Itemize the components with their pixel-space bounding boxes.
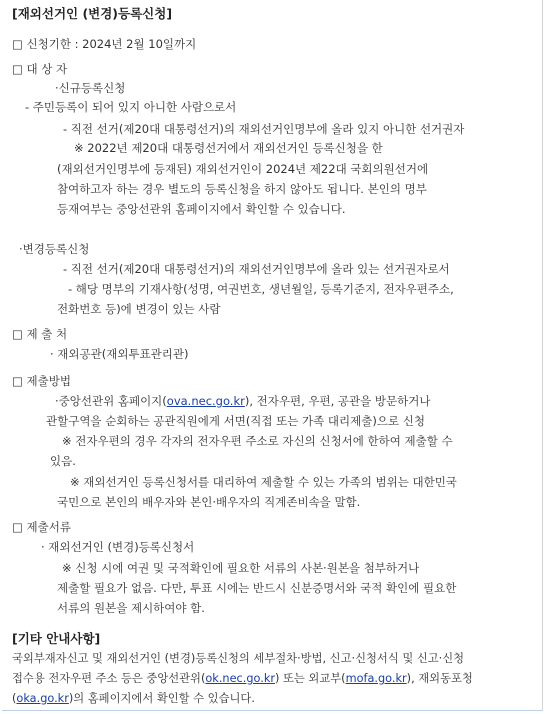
change-registration-title: ·변경등록신청: [19, 242, 90, 256]
new-registration-subcondition: - 직전 선거(제20대 대통령선거)의 재외선거인명부에 올라 있지 아니한 선거권자: [63, 122, 465, 136]
submit-to-item: · 재외공관(재외투표관리관): [50, 347, 189, 361]
method-title: 제출방법: [26, 374, 71, 388]
change-registration-subcondition: - 해당 명부의 기재사항(성명, 여권번호, 생년월일, 등록기준지, 전자우편주소,: [68, 282, 454, 296]
target-heading: [12, 61, 67, 77]
method-note-2: 국민으로 본인의 배우자와 본인·배우자의 직계존비속을 말함.: [57, 495, 361, 509]
method-note-2: ※ 재외선거인 등록신청서를 대리하여 제출할 수 있는 가족의 범위는 대한민국: [70, 475, 457, 489]
method-heading: [12, 373, 71, 389]
method-note-1: 있음.: [50, 454, 76, 468]
mofa-link[interactable]: mofa.go.kr: [345, 672, 407, 685]
other-text: 접수용 전자우편 주소 등은 중앙선관위(: [12, 672, 206, 685]
documents-note-line: ※ 신청 시에 여권 및 국적확인에 필요한 서류의 사본·원본을 첨부하거나: [62, 561, 420, 575]
method-note-1: ※ 전자우편의 경우 각자의 전자우편 주소로 자신의 신청서에 한하여 제출할 수: [62, 434, 453, 448]
submit-to-heading: [12, 326, 67, 342]
target-note-line: 참여하고자 하는 경우 별도의 등록신청을 하지 않아도 됩니다. 본인의 명부: [57, 182, 427, 196]
documents-note-line: 서류의 원본을 제시하여야 함.: [57, 601, 205, 615]
square-bullet-icon: □: [12, 520, 23, 534]
method-line-2: 관할구역을 순회하는 공관직원에게 서면(직접 또는 가족 대리제출)으로 신청: [46, 414, 425, 428]
new-registration-condition: - 주민등록이 되어 있지 아니한 사람으로서: [25, 100, 237, 114]
other-text: ), 재외동포청: [406, 672, 473, 685]
other-text: ) 또는 외교부(: [275, 672, 346, 685]
other-text: (: [12, 692, 17, 705]
target-title: 대 상 자: [26, 62, 68, 76]
method-text: ·중앙선관위 홈페이지(: [55, 394, 167, 408]
documents-title: 제출서류: [26, 520, 71, 534]
deadline-line: [12, 36, 196, 52]
page-title: [재외선거인 (변경)등록신청]: [12, 6, 173, 21]
other-info-title: [기타 안내사항]: [12, 631, 101, 646]
target-note-line: (재외선거인명부에 등재된) 재외선거인이 2024년 제22대 국회의원선거에: [57, 162, 429, 176]
nec-ok-link[interactable]: ok.nec.go.kr: [205, 672, 276, 685]
documents-heading: [12, 519, 71, 535]
documents-note-line: 제출할 필요가 없음. 다만, 투표 시에는 반드시 신분증명서와 국적 확인에 필요한: [57, 581, 457, 595]
target-note-line: ※ 2022년 제20대 대통령선거에서 재외선거인 등록신청을 한: [74, 141, 383, 155]
deadline-text: 신청기한 : 2024년 2월 10일까지: [26, 37, 197, 51]
documents-item: · 재외선거인 (변경)등록신청서: [41, 540, 195, 554]
target-note-line: 등재여부는 중앙선관위 홈페이지에서 확인할 수 있습니다.: [57, 202, 346, 216]
other-info-line-1: 국외부재자신고 및 재외선거인 (변경)등록신청의 세부절차·방법, 신고·신청서식 및 신고·신청: [12, 652, 465, 665]
other-info-line-3: [12, 691, 255, 707]
square-bullet-icon: □: [12, 37, 23, 51]
submit-to-title: 제 출 처: [26, 327, 68, 341]
square-bullet-icon: □: [12, 62, 23, 76]
other-text: )의 홈페이지에서 확인할 수 있습니다.: [68, 692, 255, 705]
new-registration-title: ·신규등록신청: [55, 81, 126, 95]
square-bullet-icon: □: [12, 327, 23, 341]
change-registration-condition: - 직전 선거(제20대 대통령선거)의 재외선거인명부에 올라 있는 선거권자로서: [63, 262, 450, 276]
nec-ova-link[interactable]: ova.nec.go.kr: [166, 394, 245, 408]
method-text: ), 전자우편, 우편, 공관을 방문하거나: [244, 394, 431, 408]
method-line-1: [55, 393, 430, 409]
square-bullet-icon: □: [12, 374, 23, 388]
change-registration-subcondition: 전화번호 등)에 변경이 있는 사람: [57, 302, 221, 316]
other-info-line-2: [12, 671, 473, 687]
oka-link[interactable]: oka.go.kr: [16, 692, 69, 705]
